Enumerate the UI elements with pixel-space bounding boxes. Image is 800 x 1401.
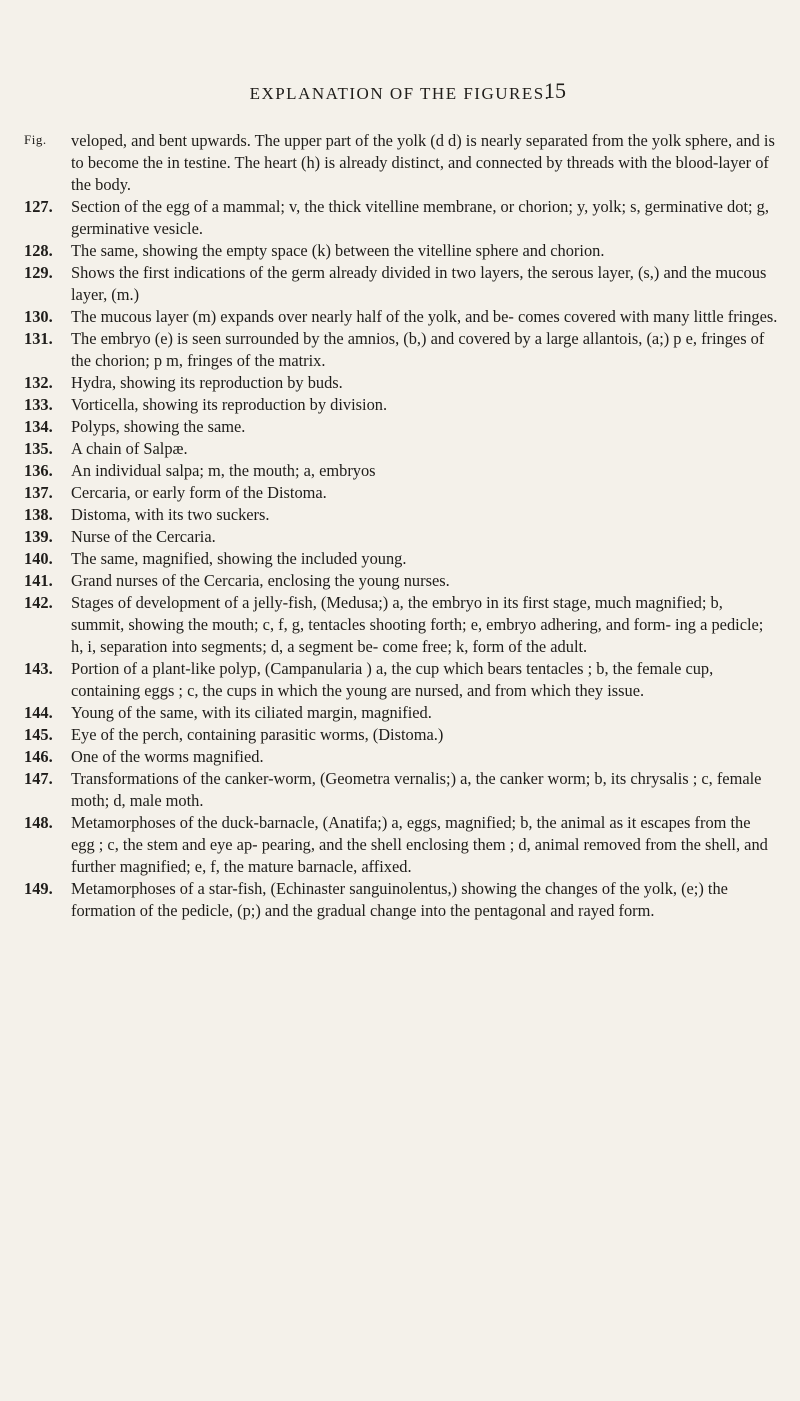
figure-description: The mucous layer (m) expands over nearly half of the yolk, and be- comes covered with many little fringes. xyxy=(71,307,778,326)
figure-entry xyxy=(24,240,778,262)
figure-number: 143. xyxy=(24,659,53,678)
figure-entry xyxy=(24,306,778,328)
figure-number: 133. xyxy=(24,395,53,414)
continuation-paragraph: veloped, and bent upwards. The upper part of the yolk (d d) is nearly separated from the yolk sphere, and is to become the in testine. The heart (h) is already distinct, and connected by threads with the blood-layer of the body. xyxy=(71,131,775,194)
figure-number: 127. xyxy=(24,197,53,216)
figure-number: 149. xyxy=(24,879,53,898)
figure-number: 147. xyxy=(24,769,53,788)
figure-number: 139. xyxy=(24,527,53,546)
figure-description: Metamorphoses of the duck-barnacle, (Anatifa;) a, eggs, magnified; b, the animal as it escapes from the egg ; c, the stem and eye ap- pearing, and the shell enclosing them ; d, animal removed from the shell, and further magnified; e, f, the mature barnacle, affixed. xyxy=(71,813,768,876)
figure-description: Cercaria, or early form of the Distoma. xyxy=(71,483,327,502)
figure-number: 135. xyxy=(24,439,53,458)
figure-description: Vorticella, showing its reproduction by division. xyxy=(71,395,388,414)
figure-number: 136. xyxy=(24,461,53,480)
running-head: EXPLANATION OF THE FIGURES. xyxy=(249,84,551,103)
figure-entry xyxy=(24,878,778,922)
figure-description: Section of the egg of a mammal; v, the thick vitelline membrane, or chorion; y, yolk; s, germinative dot; g, germinative vesicle. xyxy=(71,197,769,238)
figure-entry xyxy=(24,482,778,504)
figure-description: Young of the same, with its ciliated margin, magnified. xyxy=(71,703,432,722)
figure-entry xyxy=(24,262,778,306)
figure-number: 142. xyxy=(24,593,53,612)
figure-description: Stages of development of a jelly-fish, (Medusa;) a, the embryo in its first stage, much magnified; b, summit, showing the mouth; c, f, g, tentacles shooting forth; e, embryo adhering, and form- ing a pedicle; h, i, separation into segments; d, a segment be- come free; k, form of the adult. xyxy=(71,593,764,656)
figure-entry xyxy=(24,724,778,746)
figure-entry xyxy=(24,812,778,878)
figure-description: The same, showing the empty space (k) between the vitelline sphere and chorion. xyxy=(71,241,605,260)
figure-number: 128. xyxy=(24,241,53,260)
figure-description: An individual salpa; m, the mouth; a, embryos xyxy=(71,461,376,480)
figure-entry xyxy=(24,416,778,438)
figure-description: Transformations of the canker-worm, (Geometra vernalis;) a, the canker worm; b, its chrysalis ; c, female moth; d, male moth. xyxy=(71,769,762,810)
figure-number: 146. xyxy=(24,747,53,766)
figure-entry xyxy=(24,504,778,526)
page-number: 15 xyxy=(544,78,566,103)
figure-entry xyxy=(24,460,778,482)
figure-description: Hydra, showing its reproduction by buds. xyxy=(71,373,343,392)
figure-description: Nurse of the Cercaria. xyxy=(71,527,216,546)
figure-description: Eye of the perch, containing parasitic worms, (Distoma.) xyxy=(71,725,444,744)
figure-entry xyxy=(24,548,778,570)
figure-entry xyxy=(24,394,778,416)
figure-number: 129. xyxy=(24,263,53,282)
figure-entry xyxy=(24,438,778,460)
figure-number: 144. xyxy=(24,703,53,722)
figure-entry xyxy=(24,592,778,658)
figure-number: 138. xyxy=(24,505,53,524)
figure-entry xyxy=(24,196,778,240)
figure-entry xyxy=(24,328,778,372)
figure-description: Metamorphoses of a star-fish, (Echinaster sanguinolentus,) showing the changes of the yolk, (e;) the formation of the pedicle, (p;) and the gradual change into the pentagonal and rayed form. xyxy=(71,879,728,920)
figure-description: Portion of a plant-like polyp, (Campanularia ) a, the cup which bears tentacles ; b, the female cup, containing eggs ; c, the cups in which the young are nursed, and from which they issue. xyxy=(71,659,714,700)
figure-entry xyxy=(24,658,778,702)
figure-number: 148. xyxy=(24,813,53,832)
figure-number: 140. xyxy=(24,549,53,568)
figure-entry xyxy=(24,702,778,724)
fig-label: Fig. xyxy=(24,132,47,147)
entry-list xyxy=(24,196,778,922)
figure-description: One of the worms magnified. xyxy=(71,747,264,766)
figure-number: 141. xyxy=(24,571,53,590)
continuation-text xyxy=(24,130,778,196)
figure-number: 130. xyxy=(24,307,53,326)
figure-description: The same, magnified, showing the included young. xyxy=(71,549,407,568)
figure-description: Grand nurses of the Cercaria, enclosing the young nurses. xyxy=(71,571,450,590)
figure-number: 145. xyxy=(24,725,53,744)
figure-number: 132. xyxy=(24,373,53,392)
figure-description: Polyps, showing the same. xyxy=(71,417,246,436)
figure-entry xyxy=(24,746,778,768)
figure-description: Shows the first indications of the germ already divided in two layers, the serous layer, (s,) and the mucous layer, (m.) xyxy=(71,263,767,304)
figure-entry xyxy=(24,768,778,812)
figure-entry xyxy=(24,526,778,548)
figure-description: A chain of Salpæ. xyxy=(71,439,188,458)
figure-entry xyxy=(24,372,778,394)
figure-number: 131. xyxy=(24,329,53,348)
figure-description: Distoma, with its two suckers. xyxy=(71,505,270,524)
figure-explanations xyxy=(24,130,778,922)
figure-number: 134. xyxy=(24,417,53,436)
figure-description: The embryo (e) is seen surrounded by the amnios, (b,) and covered by a large allantois, (a;) p e, fringes of the chorion; p m, fringes of the matrix. xyxy=(71,329,765,370)
figure-entry xyxy=(24,570,778,592)
figure-number: 137. xyxy=(24,483,53,502)
